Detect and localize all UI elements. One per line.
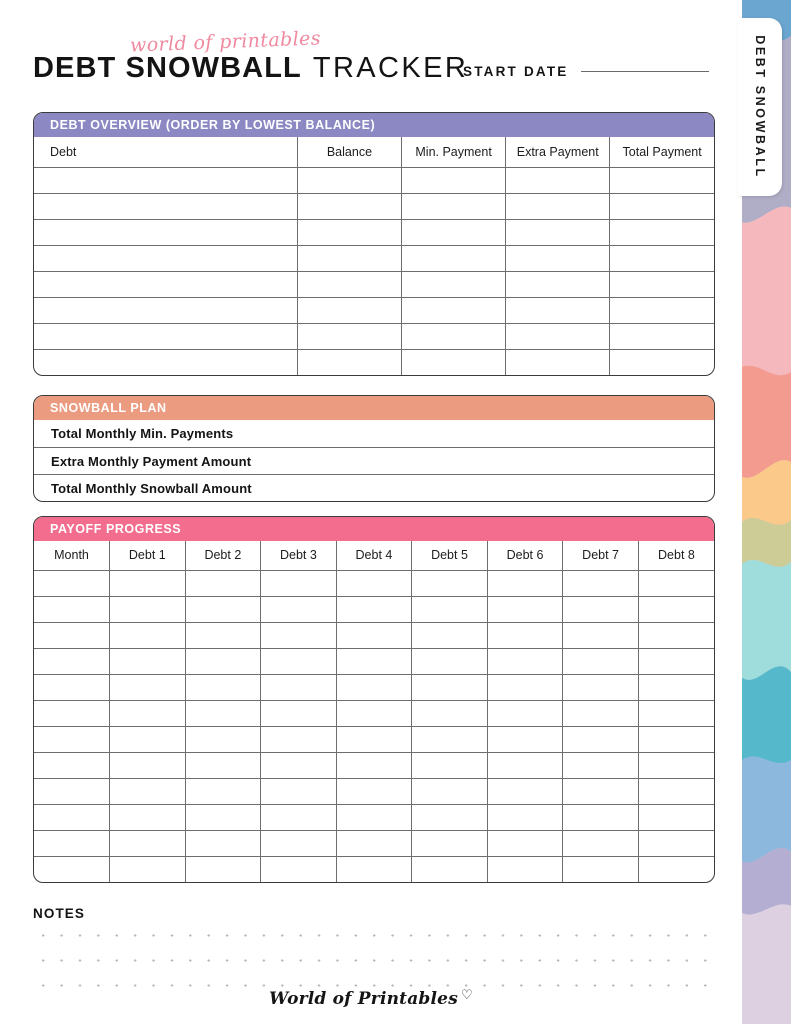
debt-overview-cell[interactable]	[506, 271, 610, 297]
table-row	[34, 323, 714, 349]
payoff-col-header: Debt 8	[638, 541, 714, 570]
payoff-col-header: Debt 2	[185, 541, 261, 570]
payoff-progress-header: PAYOFF PROGRESS	[34, 517, 714, 541]
page-title	[33, 52, 468, 85]
col-header-total-payment: Total Payment	[610, 137, 714, 167]
debt-overview-cell[interactable]	[297, 271, 401, 297]
payoff-progress-cell[interactable]	[638, 752, 714, 778]
band-teal-light	[740, 560, 791, 680]
snowball-plan-row[interactable]	[34, 447, 714, 474]
payoff-progress-cell[interactable]	[185, 570, 261, 596]
debt-overview-cell[interactable]	[297, 297, 401, 323]
payoff-progress-cell[interactable]	[487, 596, 563, 622]
debt-overview-cell[interactable]	[506, 219, 610, 245]
payoff-progress-cell[interactable]	[110, 570, 186, 596]
debt-overview-cell[interactable]	[402, 349, 506, 375]
notes-dot-grid[interactable]	[33, 934, 715, 987]
payoff-progress-cell[interactable]	[336, 726, 412, 752]
payoff-progress-cell[interactable]	[336, 570, 412, 596]
payoff-progress-card	[33, 516, 715, 883]
snowball-plan-row-label: Total Monthly Min. Payments	[51, 426, 234, 441]
payoff-progress-cell[interactable]	[185, 674, 261, 700]
payoff-progress-cell[interactable]	[638, 674, 714, 700]
payoff-progress-cell[interactable]	[563, 570, 639, 596]
notes-dot-row[interactable]	[33, 959, 715, 962]
payoff-progress-cell[interactable]	[412, 648, 488, 674]
payoff-progress-cell[interactable]	[563, 726, 639, 752]
snowball-plan-row-label: Extra Monthly Payment Amount	[51, 453, 252, 469]
payoff-progress-cell[interactable]	[110, 648, 186, 674]
col-header-debt: Debt	[34, 137, 297, 167]
table-row	[34, 752, 714, 778]
payoff-progress-cell[interactable]	[563, 622, 639, 648]
payoff-progress-cell[interactable]	[261, 778, 337, 804]
debt-overview-cell[interactable]	[610, 193, 714, 219]
payoff-progress-cell[interactable]	[487, 752, 563, 778]
payoff-progress-cell[interactable]	[34, 596, 110, 622]
debt-overview-cell[interactable]	[402, 167, 506, 193]
debt-overview-body	[34, 167, 714, 375]
payoff-progress-header-row	[34, 541, 714, 570]
payoff-progress-cell[interactable]	[261, 700, 337, 726]
table-row	[34, 726, 714, 752]
debt-overview-header: DEBT OVERVIEW (ORDER BY LOWEST BALANCE)	[34, 113, 714, 137]
payoff-progress-cell[interactable]	[336, 700, 412, 726]
table-row	[34, 856, 714, 882]
payoff-progress-cell[interactable]	[412, 622, 488, 648]
debt-overview-cell[interactable]	[297, 245, 401, 271]
debt-overview-cell[interactable]	[610, 219, 714, 245]
payoff-progress-cell[interactable]	[336, 648, 412, 674]
payoff-progress-cell[interactable]	[110, 596, 186, 622]
debt-overview-cell[interactable]	[34, 271, 297, 297]
debt-overview-cell[interactable]	[34, 245, 297, 271]
payoff-progress-cell[interactable]	[638, 700, 714, 726]
payoff-col-header: Debt 1	[110, 541, 186, 570]
payoff-progress-cell[interactable]	[412, 804, 488, 830]
debt-overview-cell[interactable]	[610, 271, 714, 297]
payoff-progress-cell[interactable]	[563, 804, 639, 830]
debt-overview-cell[interactable]	[610, 297, 714, 323]
debt-overview-cell[interactable]	[610, 245, 714, 271]
table-row	[34, 297, 714, 323]
payoff-progress-cell[interactable]	[487, 570, 563, 596]
heart-icon: ♡	[460, 988, 473, 1003]
payoff-progress-cell[interactable]	[185, 700, 261, 726]
payoff-progress-cell[interactable]	[412, 570, 488, 596]
payoff-progress-cell[interactable]	[336, 830, 412, 856]
payoff-progress-cell[interactable]	[185, 804, 261, 830]
payoff-progress-body	[34, 570, 714, 882]
debt-overview-cell[interactable]	[34, 167, 297, 193]
payoff-progress-cell[interactable]	[412, 856, 488, 882]
payoff-progress-cell[interactable]	[638, 804, 714, 830]
debt-overview-header-row	[34, 137, 714, 167]
payoff-progress-cell[interactable]	[110, 804, 186, 830]
table-row	[34, 674, 714, 700]
band-sage	[740, 518, 791, 567]
payoff-progress-cell[interactable]	[261, 674, 337, 700]
snowball-plan-card	[33, 395, 715, 502]
band-lavender-bottom	[740, 904, 791, 1024]
notes-title: NOTES	[33, 906, 86, 921]
payoff-progress-cell[interactable]	[487, 648, 563, 674]
payoff-progress-cell[interactable]	[336, 752, 412, 778]
payoff-progress-cell[interactable]	[487, 674, 563, 700]
payoff-progress-cell[interactable]	[487, 830, 563, 856]
payoff-col-header: Month	[34, 541, 110, 570]
brand-script-logo: world of printables	[129, 27, 322, 57]
payoff-progress-cell[interactable]	[261, 570, 337, 596]
payoff-progress-cell[interactable]	[34, 804, 110, 830]
table-row	[34, 700, 714, 726]
payoff-progress-cell[interactable]	[487, 622, 563, 648]
payoff-progress-cell[interactable]	[487, 726, 563, 752]
footer-brand-logo	[0, 988, 742, 1009]
payoff-progress-cell[interactable]	[34, 856, 110, 882]
payoff-progress-cell[interactable]	[110, 830, 186, 856]
payoff-progress-cell[interactable]	[110, 622, 186, 648]
table-row	[34, 778, 714, 804]
col-header-min-payment: Min. Payment	[402, 137, 506, 167]
debt-overview-cell[interactable]	[506, 193, 610, 219]
payoff-progress-cell[interactable]	[336, 622, 412, 648]
payoff-progress-cell[interactable]	[110, 700, 186, 726]
notes-dot-row[interactable]	[33, 934, 715, 937]
table-row	[34, 271, 714, 297]
debt-overview-cell[interactable]	[506, 323, 610, 349]
payoff-progress-cell[interactable]	[261, 596, 337, 622]
payoff-progress-cell[interactable]	[34, 570, 110, 596]
debt-overview-cell[interactable]	[402, 323, 506, 349]
start-date-writing-line[interactable]	[581, 71, 710, 72]
payoff-progress-cell[interactable]	[261, 752, 337, 778]
col-header-balance: Balance	[297, 137, 401, 167]
payoff-progress-cell[interactable]	[185, 726, 261, 752]
payoff-progress-cell[interactable]	[34, 700, 110, 726]
col-header-extra-payment: Extra Payment	[506, 137, 610, 167]
debt-overview-cell[interactable]	[402, 271, 506, 297]
payoff-progress-cell[interactable]	[563, 648, 639, 674]
debt-overview-cell[interactable]	[506, 245, 610, 271]
debt-overview-cell[interactable]	[34, 219, 297, 245]
table-row	[34, 219, 714, 245]
debt-overview-cell[interactable]	[34, 193, 297, 219]
table-row	[34, 167, 714, 193]
payoff-progress-cell[interactable]	[412, 596, 488, 622]
payoff-progress-cell[interactable]	[336, 674, 412, 700]
index-tab-label: DEBT SNOWBALL	[753, 35, 767, 179]
payoff-progress-table	[34, 541, 714, 882]
notes-dot-row[interactable]	[33, 984, 715, 987]
payoff-progress-cell[interactable]	[638, 622, 714, 648]
table-row	[34, 804, 714, 830]
band-blue	[740, 757, 791, 863]
payoff-progress-cell[interactable]	[34, 648, 110, 674]
page-title-bold: DEBT SNOWBALL	[33, 52, 302, 84]
table-row	[34, 349, 714, 375]
table-row	[34, 193, 714, 219]
start-date-field[interactable]	[463, 64, 709, 79]
start-date-label: START DATE	[463, 64, 569, 79]
debt-overview-cell[interactable]	[402, 219, 506, 245]
debt-overview-cell[interactable]	[34, 297, 297, 323]
payoff-progress-cell[interactable]	[261, 804, 337, 830]
payoff-progress-cell[interactable]	[110, 752, 186, 778]
payoff-progress-cell[interactable]	[638, 778, 714, 804]
payoff-progress-cell[interactable]	[563, 596, 639, 622]
table-row	[34, 648, 714, 674]
snowball-plan-body	[34, 420, 714, 501]
snowball-plan-header: SNOWBALL PLAN	[34, 396, 714, 420]
debt-overview-cell[interactable]	[34, 349, 297, 375]
debt-overview-cell[interactable]	[297, 323, 401, 349]
payoff-progress-cell[interactable]	[185, 596, 261, 622]
payoff-progress-cell[interactable]	[487, 804, 563, 830]
band-teal-dark	[740, 666, 791, 763]
payoff-progress-cell[interactable]	[185, 648, 261, 674]
payoff-progress-cell[interactable]	[261, 726, 337, 752]
payoff-progress-cell[interactable]	[563, 700, 639, 726]
payoff-progress-cell[interactable]	[261, 830, 337, 856]
payoff-progress-cell[interactable]	[563, 752, 639, 778]
payoff-col-header: Debt 4	[336, 541, 412, 570]
table-row	[34, 596, 714, 622]
payoff-col-header: Debt 3	[261, 541, 337, 570]
payoff-progress-cell[interactable]	[185, 830, 261, 856]
debt-overview-cell[interactable]	[297, 193, 401, 219]
page-header	[33, 27, 709, 94]
payoff-progress-cell[interactable]	[638, 830, 714, 856]
payoff-progress-cell[interactable]	[412, 726, 488, 752]
payoff-progress-cell[interactable]	[336, 596, 412, 622]
payoff-progress-cell[interactable]	[638, 648, 714, 674]
payoff-progress-cell[interactable]	[185, 622, 261, 648]
debt-overview-card	[33, 112, 715, 376]
debt-overview-cell[interactable]	[297, 219, 401, 245]
debt-overview-cell[interactable]	[34, 323, 297, 349]
debt-overview-cell[interactable]	[402, 297, 506, 323]
table-row	[34, 622, 714, 648]
payoff-progress-cell[interactable]	[110, 778, 186, 804]
payoff-progress-cell[interactable]	[185, 778, 261, 804]
debt-overview-cell[interactable]	[297, 349, 401, 375]
debt-overview-cell[interactable]	[610, 349, 714, 375]
payoff-progress-cell[interactable]	[34, 778, 110, 804]
payoff-progress-cell[interactable]	[34, 726, 110, 752]
debt-overview-cell[interactable]	[506, 349, 610, 375]
payoff-progress-cell[interactable]	[563, 830, 639, 856]
notes-section	[33, 906, 715, 987]
debt-overview-cell[interactable]	[610, 323, 714, 349]
payoff-progress-cell[interactable]	[487, 778, 563, 804]
payoff-progress-cell[interactable]	[34, 752, 110, 778]
page-title-light: TRACKER	[312, 52, 469, 84]
debt-overview-cell[interactable]	[297, 167, 401, 193]
payoff-progress-cell[interactable]	[34, 674, 110, 700]
payoff-progress-cell[interactable]	[563, 778, 639, 804]
snowball-plan-row[interactable]	[34, 474, 714, 501]
payoff-progress-cell[interactable]	[412, 700, 488, 726]
payoff-progress-cell[interactable]	[638, 596, 714, 622]
payoff-progress-cell[interactable]	[336, 804, 412, 830]
payoff-col-header: Debt 7	[563, 541, 639, 570]
debt-overview-cell[interactable]	[506, 297, 610, 323]
payoff-progress-cell[interactable]	[34, 622, 110, 648]
debt-overview-cell[interactable]	[506, 167, 610, 193]
payoff-progress-cell[interactable]	[185, 752, 261, 778]
payoff-progress-cell[interactable]	[261, 622, 337, 648]
payoff-progress-cell[interactable]	[34, 830, 110, 856]
payoff-progress-cell[interactable]	[336, 778, 412, 804]
payoff-progress-cell[interactable]	[185, 856, 261, 882]
snowball-plan-row[interactable]	[34, 420, 714, 447]
payoff-progress-cell[interactable]	[261, 856, 337, 882]
debt-overview-cell[interactable]	[402, 193, 506, 219]
payoff-progress-cell[interactable]	[638, 570, 714, 596]
debt-overview-cell[interactable]	[610, 167, 714, 193]
payoff-progress-cell[interactable]	[563, 674, 639, 700]
payoff-progress-cell[interactable]	[412, 778, 488, 804]
payoff-progress-cell[interactable]	[638, 856, 714, 882]
payoff-progress-cell[interactable]	[487, 856, 563, 882]
payoff-progress-cell[interactable]	[110, 726, 186, 752]
debt-overview-table	[34, 137, 714, 375]
table-row	[34, 830, 714, 856]
payoff-progress-cell[interactable]	[110, 856, 186, 882]
table-row	[34, 570, 714, 596]
payoff-progress-cell[interactable]	[563, 856, 639, 882]
debt-overview-cell[interactable]	[402, 245, 506, 271]
payoff-col-header: Debt 6	[487, 541, 563, 570]
band-pink	[740, 207, 791, 376]
payoff-progress-cell[interactable]	[412, 752, 488, 778]
table-row	[34, 245, 714, 271]
payoff-progress-cell[interactable]	[412, 674, 488, 700]
payoff-col-header: Debt 5	[412, 541, 488, 570]
payoff-progress-cell[interactable]	[487, 700, 563, 726]
payoff-progress-cell[interactable]	[110, 674, 186, 700]
payoff-progress-cell[interactable]	[336, 856, 412, 882]
payoff-progress-cell[interactable]	[412, 830, 488, 856]
footer-brand-text: World of Printables	[269, 989, 458, 1009]
payoff-progress-cell[interactable]	[638, 726, 714, 752]
index-tab-debt-snowball[interactable]	[738, 18, 782, 196]
snowball-plan-row-label: Total Monthly Snowball Amount	[51, 480, 252, 496]
payoff-progress-cell[interactable]	[261, 648, 337, 674]
